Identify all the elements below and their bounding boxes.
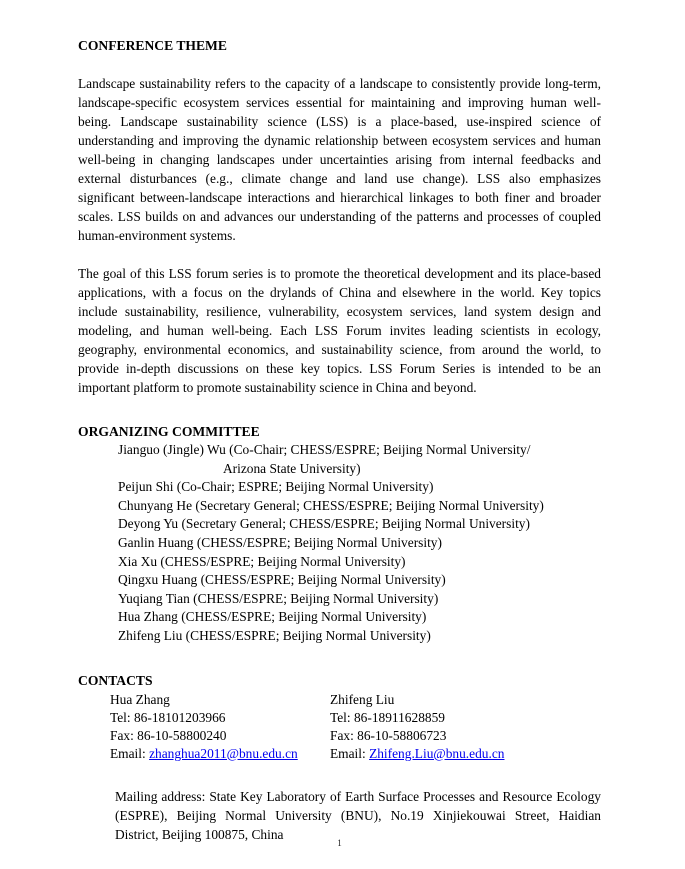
contact-tel: Tel: 86-18101203966 [110,709,226,725]
email-label: Email: [110,745,150,761]
contact-name: Zhifeng Liu [330,691,395,707]
contacts-block [78,691,601,763]
contact-name: Hua Zhang [110,691,170,707]
conference-theme-heading: CONFERENCE THEME [78,38,227,53]
committee-list [78,441,601,646]
page-number: 1 [337,838,342,848]
organizing-committee-heading: ORGANIZING COMMITTEE [78,424,260,439]
committee-member: Peijun Shi (Co-Chair; ESPRE; Beijing Normal University) [118,479,434,495]
committee-member: Deyong Yu (Secretary General; CHESS/ESPRE; Beijing Normal University) [118,516,530,532]
contact-email-row [330,745,504,763]
committee-member: Chunyang He (Secretary General; CHESS/ESPRE; Beijing Normal University) [118,497,544,513]
email-label: Email: [330,745,370,761]
contact-card-hua-zhang [110,691,330,763]
theme-paragraph-1: Landscape sustainability refers to the capacity of a landscape to consistently provide long-term, landscape-specific ecosystem services essential for maintaining and improving human well-being. Landscape sustainability science (LSS) is a place-based, use-inspired science of understanding and improving the dynamic relationship between ecosystem services and human well-being in changing landscapes under uncertainties arising from internal feedbacks and external disturbances (e.g., climate change and land use change). LSS also emphasizes significant between-landscape interactions and hierarchical linkages to both finer and broader scales. LSS builds on and advances our understanding of the patterns and processes of coupled human-environment systems. [78,76,601,243]
contact-card-zhifeng-liu [330,691,504,763]
email-link-zhanghua[interactable]: zhanghua2011@bnu.edu.cn [149,745,298,761]
contact-fax: Fax: 86-10-58806723 [330,727,447,743]
contact-tel: Tel: 86-18911628859 [330,709,445,725]
committee-member: Xia Xu (CHESS/ESPRE; Beijing Normal University) [118,553,406,569]
committee-member: Hua Zhang (CHESS/ESPRE; Beijing Normal University) [118,609,427,625]
contact-email-row [110,745,330,763]
committee-member: Ganlin Huang (CHESS/ESPRE; Beijing Normal University) [118,534,442,550]
theme-paragraph-2: The goal of this LSS forum series is to promote the theoretical development and its place-based applications, with a focus on the drylands of China and elsewhere in the world. Key topics include sustainability, resilience, vulnerability, ecosystem services, land system design and modeling, and human well-being. Each LSS Forum invites leading scientists in ecology, geography, environmental economics, and sustainability science, from around the world, to provide in-depth discussions on these key topics. LSS Forum Series is intended to be an important platform to promote sustainability science in China and beyond. [78,266,601,395]
email-link-zhifeng[interactable]: Zhifeng.Liu@bnu.edu.cn [369,745,505,761]
committee-member: Qingxu Huang (CHESS/ESPRE; Beijing Normal University) [118,572,446,588]
contact-fax: Fax: 86-10-58800240 [110,727,227,743]
committee-member-continuation: Arizona State University) [223,460,361,476]
contacts-heading: CONTACTS [78,672,153,688]
committee-member: Jianguo (Jingle) Wu (Co-Chair; CHESS/ESPRE; Beijing Normal University/ [118,442,531,457]
committee-member: Zhifeng Liu (CHESS/ESPRE; Beijing Normal University) [118,627,431,643]
committee-member: Yuqiang Tian (CHESS/ESPRE; Beijing Normal University) [118,590,439,606]
mailing-address: Mailing address: State Key Laboratory of Earth Surface Processes and Resource Ecology (ESPRE), Beijing Normal University (BNU), No.19 Xinjiekouwai Street, Haidian District, Beijing 100875, China [115,788,601,842]
page-content [78,36,601,844]
